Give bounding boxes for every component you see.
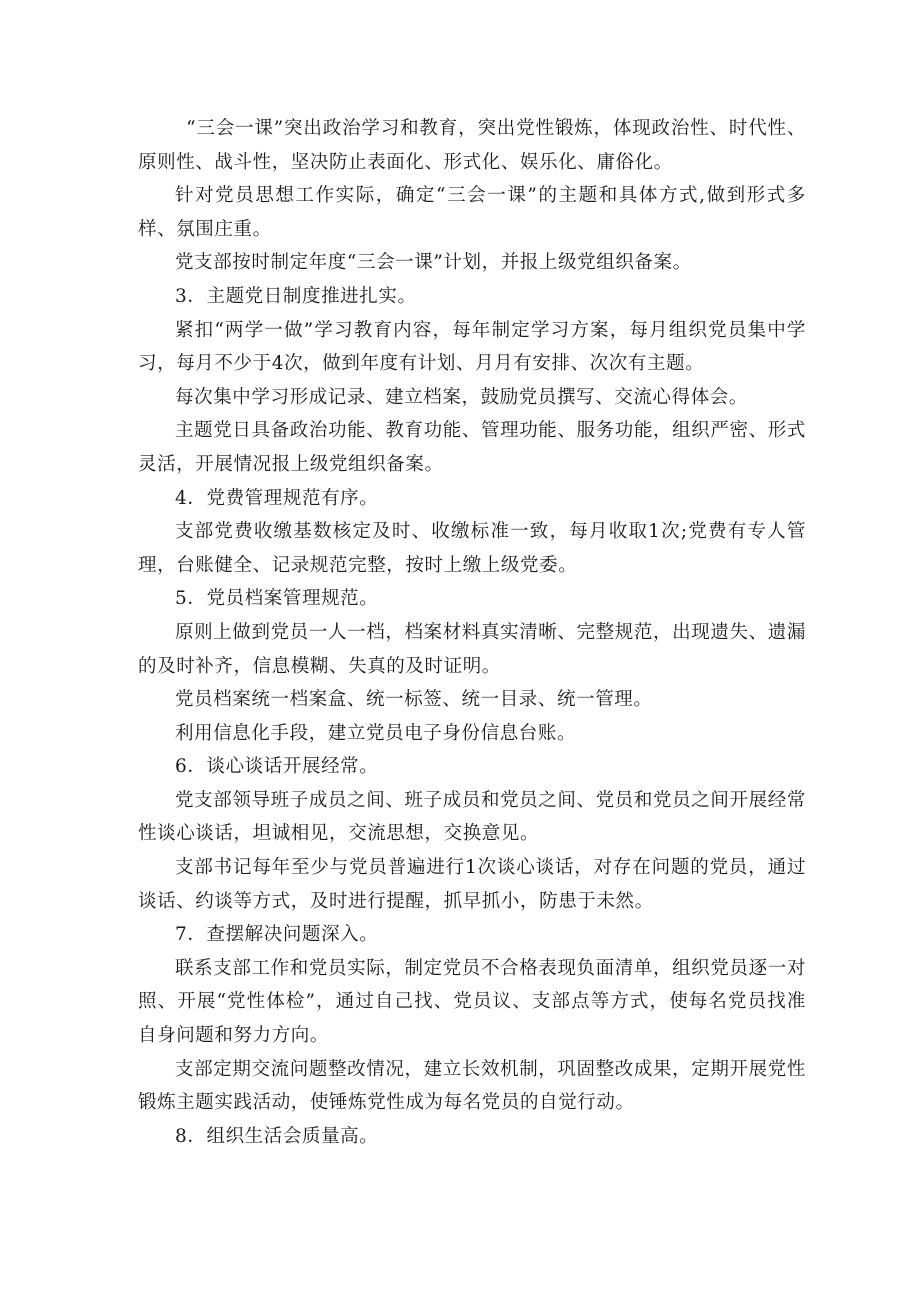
heading-7-problem-solving: 7．查摆解决问题深入。 <box>175 924 379 946</box>
paragraph-secretary-talks: 支部书记每年至少与党员普遍进行1次谈心谈话，对存在问题的党员，通过谈话、约谈等方式，及时进行提醒，抓早抓小，防患于未然。 <box>138 857 806 912</box>
paragraph-regular-talks: 党支部领导班子成员之间、班子成员和党员之间、党员和党员之间开展经常性谈心谈话，坦诚相见，交流思想，交换意见。 <box>138 789 806 845</box>
paragraph-party-fees: 支部党费收缴基数核定及时、收缴标准一致，每月收取1次;党费有专人管理，台账健全、记录规范完整，按时上缴上级党委。 <box>138 521 806 576</box>
paragraph-unified-archives: 党员档案统一档案盒、统一标签、统一目录、统一管理。 <box>175 689 653 711</box>
paragraph-three-meetings-plan: 党支部按时制定年度“三会一课”计划，并报上级党组织备案。 <box>175 252 692 274</box>
paragraph-negative-list: 联系支部工作和党员实际，制定党员不合格表现负面清单，组织党员逐一对照、开展“党性体检”，通过自己找、党员议、支部点等方式，使每名党员找准自身问题和努力方向。 <box>138 957 806 1047</box>
heading-6-heart-to-heart: 6．谈心谈话开展经常。 <box>175 756 379 778</box>
paragraph-party-day-functions: 主题党日具备政治功能、教育功能、管理功能、服务功能，组织严密、形式灵活，开展情况报上级党组织备案。 <box>138 420 806 475</box>
paragraph-three-meetings-focus: “三会一课”突出政治学习和教育，突出党性锻炼，体现政治性、时代性、原则性、战斗性，坚决防止表面化、形式化、娱乐化、庸俗化。 <box>138 118 806 173</box>
paragraph-study-records: 每次集中学习形成记录、建立档案，鼓励党员撰写、交流心得体会。 <box>175 386 749 408</box>
document-body <box>138 112 806 1153</box>
heading-5-member-archives: 5．党员档案管理规范。 <box>175 588 379 610</box>
paragraph-one-file-per-member: 原则上做到党员一人一档，档案材料真实清晰、完整规范，出现遗失、遗漏的及时补齐，信息模糊、失真的及时证明。 <box>138 621 806 677</box>
heading-8-life-meetings: 8．组织生活会质量高。 <box>175 1125 379 1147</box>
paragraph-study-plan: 紧扣“两学一做”学习教育内容，每年制定学习方案，每月组织党员集中学习，每月不少于4次，做到年度有计划、月月有安排、次次有主题。 <box>138 319 806 375</box>
paragraph-three-meetings-theme: 针对党员思想工作实际，确定“三会一课”的主题和具体方式,做到形式多样、氛围庄重。 <box>138 185 806 240</box>
heading-4-party-fees: 4．党费管理规范有序。 <box>175 487 379 509</box>
heading-3-party-day: 3．主题党日制度推进扎实。 <box>175 285 417 307</box>
paragraph-rectification: 支部定期交流问题整改情况，建立长效机制，巩固整改成果，定期开展党性锻炼主题实践活动，使锤炼党性成为每名党员的自觉行动。 <box>138 1058 806 1114</box>
paragraph-electronic-ledger: 利用信息化手段，建立党员电子身份信息台账。 <box>175 722 577 744</box>
